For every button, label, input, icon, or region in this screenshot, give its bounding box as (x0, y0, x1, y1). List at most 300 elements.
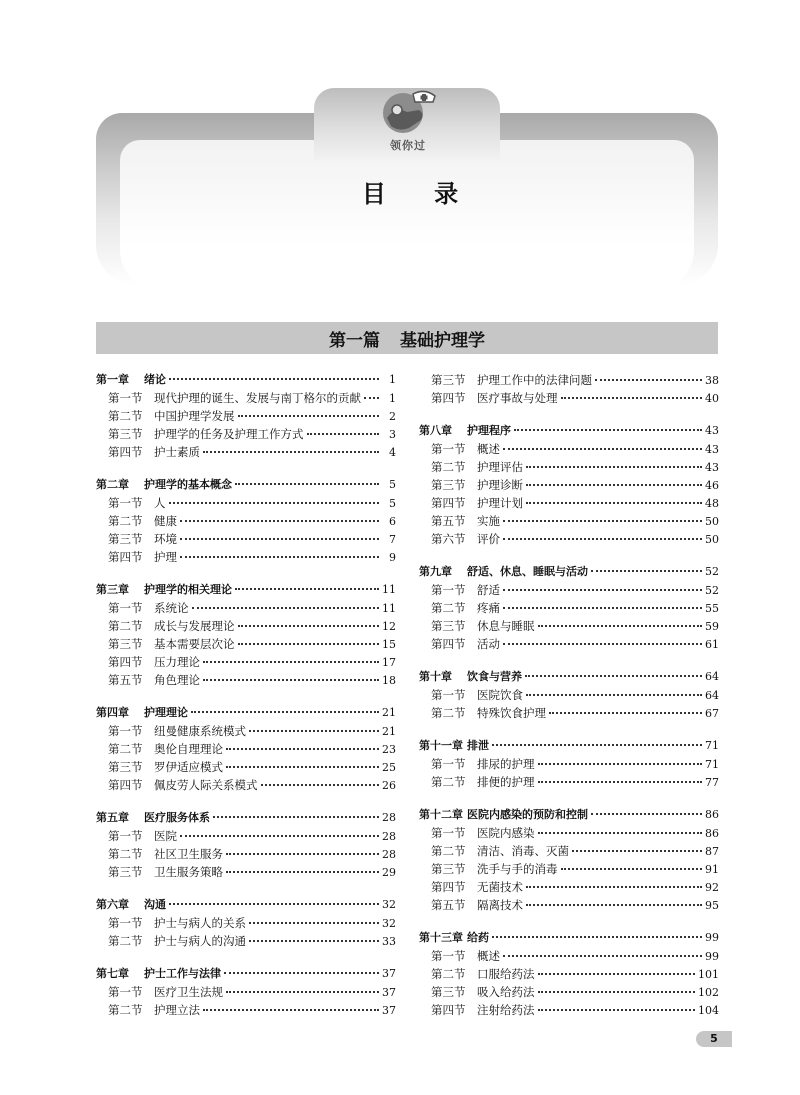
entry-label: 第三节 (108, 532, 143, 546)
entry-label: 第四节 (431, 637, 466, 651)
entry-title: 医疗服务体系 (144, 811, 210, 824)
entry-page: 43 (705, 443, 719, 456)
leader-dots (226, 748, 379, 750)
entry-title: 人 (154, 496, 166, 510)
entry-label: 第三节 (431, 373, 466, 387)
entry-label: 第二节 (431, 967, 466, 981)
entry-page: 32 (382, 917, 396, 930)
entry-title: 护士与病人的关系 (154, 916, 246, 930)
toc-section-entry[interactable] (419, 983, 719, 1001)
page-title: 目 录 (361, 180, 459, 208)
entry-page: 17 (382, 656, 396, 669)
leader-dots (538, 781, 703, 783)
handshake-nurse-cap-logo-icon (375, 88, 441, 138)
toc-section-entry[interactable] (419, 704, 719, 722)
entry-title: 休息与睡眠 (477, 619, 535, 633)
entry-label: 第三章 (96, 583, 129, 596)
toc-chapter-block (419, 422, 719, 548)
leader-dots (203, 1009, 379, 1011)
toc-section-entry[interactable] (419, 458, 719, 476)
toc-left-column (96, 371, 396, 1034)
toc-section-entry[interactable] (96, 530, 396, 548)
entry-page: 52 (705, 565, 719, 578)
entry-page: 64 (705, 670, 719, 683)
entry-title: 吸入给药法 (477, 985, 535, 999)
toc-section-entry[interactable] (96, 758, 396, 776)
toc-chapter-entry[interactable] (419, 422, 719, 440)
toc-chapter-entry[interactable] (96, 371, 396, 389)
entry-label: 第五节 (431, 898, 466, 912)
entry-label: 第二节 (431, 775, 466, 789)
entry-page: 91 (705, 863, 719, 876)
entry-title: 评价 (477, 532, 500, 546)
entry-page: 99 (705, 931, 719, 944)
entry-page: 21 (382, 706, 396, 719)
entry-label: 第一节 (108, 391, 143, 405)
entry-title: 舒适 (477, 583, 500, 597)
toc-section-entry[interactable] (96, 425, 396, 443)
toc-section-entry[interactable] (96, 932, 396, 950)
entry-label: 第一节 (108, 601, 143, 615)
entry-title: 罗伊适应模式 (154, 760, 223, 774)
entry-page: 6 (389, 515, 396, 528)
toc-section-entry[interactable] (419, 440, 719, 458)
leader-dots (503, 589, 702, 591)
entry-page: 1 (389, 373, 396, 386)
leader-dots (226, 991, 379, 993)
leader-dots (192, 607, 380, 609)
entry-label: 第七章 (96, 967, 129, 980)
entry-label: 第五节 (108, 673, 143, 687)
entry-page: 86 (705, 827, 719, 840)
entry-page: 3 (389, 428, 396, 441)
leader-dots (203, 661, 379, 663)
toc-chapter-block (96, 704, 396, 794)
entry-page: 32 (382, 898, 396, 911)
toc-section-entry[interactable] (96, 599, 396, 617)
entry-title: 护理程序 (467, 424, 511, 437)
entry-page: 59 (705, 620, 719, 633)
entry-label: 第十三章 (419, 931, 463, 944)
toc-right-column (419, 371, 719, 1034)
toc-section-entry[interactable] (419, 773, 719, 791)
entry-title: 医院内感染 (477, 826, 535, 840)
entry-label: 第十二章 (419, 808, 463, 821)
toc-section-entry[interactable] (96, 635, 396, 653)
entry-title: 环境 (154, 532, 177, 546)
toc-chapter-entry[interactable] (96, 809, 396, 827)
leader-dots (503, 538, 702, 540)
entry-title: 护理计划 (477, 496, 523, 510)
entry-page: 11 (382, 602, 396, 615)
toc-section-entry[interactable] (419, 878, 719, 896)
toc-chapter-block (419, 737, 719, 791)
entry-title: 特殊饮食护理 (477, 706, 546, 720)
toc-chapter-entry[interactable] (96, 704, 396, 722)
entry-label: 第十一章 (419, 739, 463, 752)
entry-title: 社区卫生服务 (154, 847, 223, 861)
toc-chapter-entry[interactable] (96, 476, 396, 494)
entry-page: 102 (698, 986, 719, 999)
entry-title: 隔离技术 (477, 898, 523, 912)
leader-dots (538, 763, 703, 765)
leader-dots (591, 813, 702, 815)
toc-chapter-block (419, 563, 719, 653)
entry-page: 26 (382, 779, 396, 792)
toc-chapter-block (419, 668, 719, 722)
entry-page: 2 (389, 410, 396, 423)
toc-chapter-block (96, 476, 396, 566)
leader-dots (514, 429, 702, 431)
entry-title: 医院饮食 (477, 688, 523, 702)
part-title-bar (96, 322, 718, 354)
leader-dots (203, 679, 379, 681)
entry-label: 第九章 (419, 565, 452, 578)
entry-page: 71 (705, 758, 719, 771)
entry-page: 37 (382, 1004, 396, 1017)
leader-dots (492, 744, 702, 746)
toc-section-entry[interactable] (96, 389, 396, 407)
toc-section-entry[interactable] (96, 494, 396, 512)
entry-page: 5 (389, 478, 396, 491)
toc-section-entry[interactable] (96, 722, 396, 740)
entry-page: 9 (389, 551, 396, 564)
entry-label: 第一章 (96, 373, 129, 386)
toc-section-entry[interactable] (96, 863, 396, 881)
entry-page: 18 (382, 674, 396, 687)
toc-section-entry[interactable] (419, 1001, 719, 1019)
toc-section-entry[interactable] (96, 1001, 396, 1019)
toc-section-entry[interactable] (419, 581, 719, 599)
toc-chapter-block (96, 581, 396, 689)
entry-label: 第一节 (108, 985, 143, 999)
toc-section-entry[interactable] (96, 776, 396, 794)
entry-title: 护理理论 (144, 706, 188, 719)
toc-section-entry[interactable] (419, 530, 719, 548)
entry-label: 第六章 (96, 898, 129, 911)
toc-chapter-entry[interactable] (419, 737, 719, 755)
toc-chapter-entry[interactable] (419, 806, 719, 824)
toc-section-entry[interactable] (419, 824, 719, 842)
entry-label: 第三节 (431, 478, 466, 492)
page-number: 5 (696, 1031, 732, 1047)
leader-dots (238, 643, 380, 645)
entry-label: 第二节 (431, 706, 466, 720)
entry-page: 1 (389, 392, 396, 405)
entry-title: 护理评估 (477, 460, 523, 474)
leader-dots (538, 1009, 696, 1011)
entry-title: 无菌技术 (477, 880, 523, 894)
toc-section-entry[interactable] (96, 548, 396, 566)
toc-section-entry[interactable] (96, 617, 396, 635)
toc-section-entry[interactable] (419, 389, 719, 407)
entry-label: 第一节 (108, 916, 143, 930)
entry-page: 29 (382, 866, 396, 879)
leader-dots (595, 379, 702, 381)
toc-section-entry[interactable] (96, 827, 396, 845)
entry-page: 28 (382, 811, 396, 824)
entry-label: 第二节 (431, 460, 466, 474)
leader-dots (249, 730, 379, 732)
entry-page: 37 (382, 967, 396, 980)
header-banner-inner (120, 140, 694, 290)
toc-section-entry[interactable] (96, 407, 396, 425)
logo-text: 领你过 (390, 139, 426, 152)
entry-label: 第一节 (431, 949, 466, 963)
entry-title: 概述 (477, 949, 500, 963)
leader-dots (538, 625, 703, 627)
entry-title: 实施 (477, 514, 500, 528)
entry-title: 佩皮劳人际关系模式 (154, 778, 258, 792)
entry-page: 95 (705, 899, 719, 912)
entry-label: 第一节 (108, 724, 143, 738)
toc-chapter-block (96, 371, 396, 461)
entry-label: 第三节 (108, 760, 143, 774)
entry-title: 中国护理学发展 (154, 409, 235, 423)
entry-title: 注射给药法 (477, 1003, 535, 1017)
entry-page: 55 (705, 602, 719, 615)
entry-page: 104 (698, 1004, 719, 1017)
entry-title: 角色理论 (154, 673, 200, 687)
entry-label: 第一节 (431, 688, 466, 702)
entry-page: 87 (705, 845, 719, 858)
entry-page: 67 (705, 707, 719, 720)
entry-page: 28 (382, 830, 396, 843)
entry-title: 洗手与手的消毒 (477, 862, 558, 876)
leader-dots (572, 850, 702, 852)
leader-dots (169, 903, 379, 905)
toc-chapter-entry[interactable] (419, 668, 719, 686)
entry-label: 第二章 (96, 478, 129, 491)
toc-section-entry[interactable] (419, 512, 719, 530)
entry-title: 活动 (477, 637, 500, 651)
leader-dots (503, 643, 702, 645)
entry-label: 第六节 (431, 532, 466, 546)
entry-label: 第一节 (108, 829, 143, 843)
entry-page: 38 (705, 374, 719, 387)
entry-page: 48 (705, 497, 719, 510)
entry-page: 15 (382, 638, 396, 651)
leader-dots (238, 415, 380, 417)
entry-page: 77 (705, 776, 719, 789)
entry-label: 第二节 (431, 601, 466, 615)
entry-title: 护理学的任务及护理工作方式 (154, 427, 304, 441)
toc-section-entry[interactable] (419, 599, 719, 617)
entry-title: 排泄 (467, 739, 489, 752)
leader-dots (591, 570, 702, 572)
toc-section-entry[interactable] (419, 842, 719, 860)
entry-label: 第一节 (431, 583, 466, 597)
entry-page: 61 (705, 638, 719, 651)
entry-label: 第十章 (419, 670, 452, 683)
leader-dots (549, 712, 702, 714)
entry-label: 第五节 (431, 514, 466, 528)
entry-page: 43 (705, 424, 719, 437)
entry-page: 37 (382, 986, 396, 999)
leader-dots (307, 433, 380, 435)
entry-title: 护理 (154, 550, 177, 564)
entry-title: 护理诊断 (477, 478, 523, 492)
entry-title: 医疗卫生法规 (154, 985, 223, 999)
toc-section-entry[interactable] (419, 755, 719, 773)
entry-title: 奥伦自理理论 (154, 742, 223, 756)
entry-page: 64 (705, 689, 719, 702)
entry-title: 舒适、休息、睡眠与活动 (467, 565, 588, 578)
leader-dots (235, 483, 379, 485)
toc-chapter-entry[interactable] (96, 965, 396, 983)
entry-title: 概述 (477, 442, 500, 456)
leader-dots (526, 466, 702, 468)
entry-page: 71 (705, 739, 719, 752)
entry-label: 第五章 (96, 811, 129, 824)
entry-title: 护理学的基本概念 (144, 478, 232, 491)
leader-dots (226, 853, 379, 855)
entry-title: 健康 (154, 514, 177, 528)
entry-label: 第三节 (431, 619, 466, 633)
leader-dots (526, 484, 702, 486)
entry-label: 第二节 (108, 1003, 143, 1017)
entry-title: 给药 (467, 931, 489, 944)
toc-section-entry[interactable] (96, 740, 396, 758)
entry-page: 92 (705, 881, 719, 894)
entry-title: 护理工作中的法律问题 (477, 373, 592, 387)
toc-chapter-entry[interactable] (96, 896, 396, 914)
entry-label: 第二节 (108, 742, 143, 756)
toc-section-entry[interactable] (419, 965, 719, 983)
leader-dots (525, 675, 702, 677)
entry-title: 现代护理的诞生、发展与南丁格尔的贡献 (154, 391, 361, 405)
toc-chapter-entry[interactable] (96, 581, 396, 599)
leader-dots (169, 378, 379, 380)
toc-section-entry[interactable] (96, 443, 396, 461)
entry-label: 第一节 (431, 826, 466, 840)
entry-label: 第四节 (431, 391, 466, 405)
entry-page: 86 (705, 808, 719, 821)
leader-dots (561, 397, 703, 399)
entry-label: 第四节 (108, 550, 143, 564)
leader-dots (526, 904, 702, 906)
entry-label: 第二节 (108, 847, 143, 861)
toc-section-entry[interactable] (419, 476, 719, 494)
entry-label: 第四节 (108, 778, 143, 792)
leader-dots (249, 922, 379, 924)
entry-title: 医院 (154, 829, 177, 843)
leader-dots (226, 871, 379, 873)
leader-dots (169, 502, 380, 504)
entry-title: 疼痛 (477, 601, 500, 615)
leader-dots (503, 955, 702, 957)
leader-dots (226, 766, 379, 768)
entry-page: 11 (382, 583, 396, 596)
entry-title: 成长与发展理论 (154, 619, 235, 633)
toc-section-entry[interactable] (96, 845, 396, 863)
toc-section-entry[interactable] (419, 686, 719, 704)
entry-label: 第三节 (431, 985, 466, 999)
entry-page: 28 (382, 848, 396, 861)
toc-section-entry[interactable] (419, 617, 719, 635)
entry-label: 第二节 (108, 409, 143, 423)
entry-label: 第四节 (431, 880, 466, 894)
leader-dots (191, 711, 379, 713)
entry-title: 卫生服务策略 (154, 865, 223, 879)
toc-chapter-entry[interactable] (419, 929, 719, 947)
entry-title: 护理立法 (154, 1003, 200, 1017)
toc-section-entry[interactable] (419, 947, 719, 965)
entry-title: 沟通 (144, 898, 166, 911)
entry-title: 护士工作与法律 (144, 967, 221, 980)
toc-section-entry[interactable] (419, 635, 719, 653)
leader-dots (261, 784, 380, 786)
toc-chapter-entry[interactable] (419, 563, 719, 581)
leader-dots (238, 625, 380, 627)
entry-title: 口服给药法 (477, 967, 535, 981)
leader-dots (503, 520, 702, 522)
leader-dots (538, 973, 696, 975)
entry-title: 压力理论 (154, 655, 200, 669)
entry-label: 第三节 (108, 637, 143, 651)
toc-section-entry[interactable] (419, 371, 719, 389)
entry-label: 第四节 (431, 1003, 466, 1017)
leader-dots (503, 448, 702, 450)
entry-title: 医疗事故与处理 (477, 391, 558, 405)
entry-label: 第二节 (431, 844, 466, 858)
toc-section-entry[interactable] (419, 896, 719, 914)
entry-title: 清洁、消毒、灭菌 (477, 844, 569, 858)
toc-section-entry[interactable] (419, 494, 719, 512)
toc-chapter-block (419, 806, 719, 914)
entry-label: 第四章 (96, 706, 129, 719)
leader-dots (492, 936, 702, 938)
toc-section-entry[interactable] (96, 653, 396, 671)
entry-title: 排便的护理 (477, 775, 535, 789)
entry-title: 护士素质 (154, 445, 200, 459)
toc-section-entry[interactable] (96, 671, 396, 689)
toc-section-entry[interactable] (96, 512, 396, 530)
entry-label: 第二节 (108, 514, 143, 528)
toc-section-entry[interactable] (96, 983, 396, 1001)
toc-section-entry[interactable] (419, 860, 719, 878)
entry-title: 护理学的相关理论 (144, 583, 232, 596)
entry-page: 33 (382, 935, 396, 948)
toc-chapter-block (419, 929, 719, 1019)
leader-dots (538, 991, 696, 993)
toc-chapter-block (96, 809, 396, 881)
leader-dots (224, 972, 379, 974)
entry-page: 25 (382, 761, 396, 774)
entry-page: 5 (389, 497, 396, 510)
entry-label: 第二节 (108, 934, 143, 948)
entry-page: 4 (389, 446, 396, 459)
entry-page: 46 (705, 479, 719, 492)
entry-page: 99 (705, 950, 719, 963)
entry-label: 第四节 (431, 496, 466, 510)
entry-label: 第四节 (108, 445, 143, 459)
leader-dots (526, 694, 702, 696)
entry-label: 第三节 (431, 862, 466, 876)
entry-label: 第二节 (108, 619, 143, 633)
toc-chapter-continuation (419, 371, 719, 407)
leader-dots (249, 940, 379, 942)
entry-label: 第一节 (431, 757, 466, 771)
entry-title: 纽曼健康系统模式 (154, 724, 246, 738)
leader-dots (180, 520, 379, 522)
entry-label: 第一节 (108, 496, 143, 510)
entry-page: 43 (705, 461, 719, 474)
leader-dots (364, 397, 379, 399)
entry-title: 基本需要层次论 (154, 637, 235, 651)
toc-section-entry[interactable] (96, 914, 396, 932)
entry-page: 101 (698, 968, 719, 981)
